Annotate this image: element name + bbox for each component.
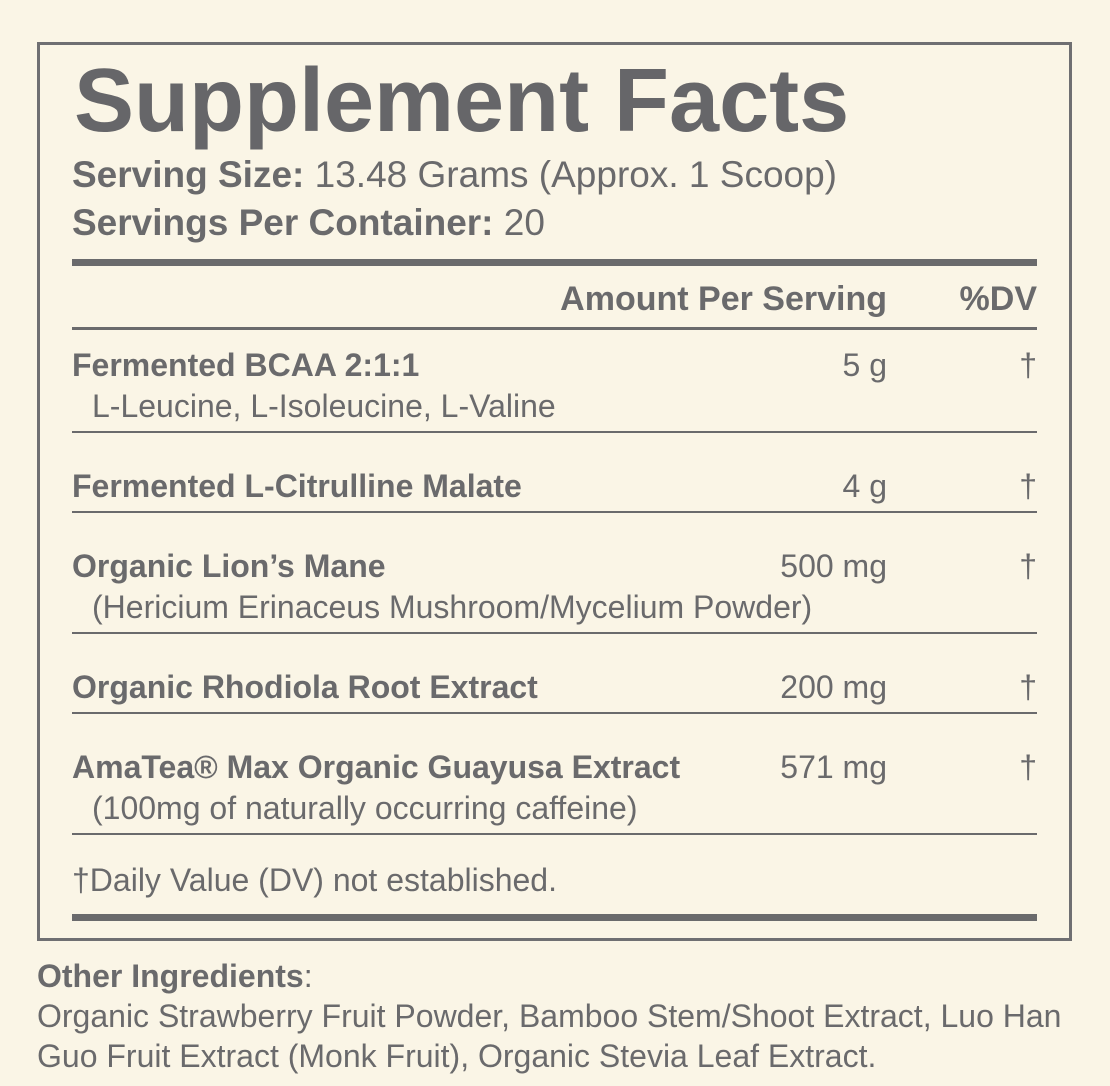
ingredient-name: Fermented L-Citrulline Malate (72, 468, 522, 504)
ingredient-row-lions-mane (72, 513, 1037, 634)
ingredient-amount: 5 g (842, 347, 887, 383)
ingredient-dv: † (1019, 468, 1037, 504)
servings-per-container-label: Servings Per Container: (72, 202, 494, 243)
ingredient-dv: † (1019, 749, 1037, 785)
ingredient-amount: 571 mg (780, 749, 887, 785)
other-ingredients-label: Other Ingredients (37, 958, 304, 994)
ingredient-row-bcaa (72, 330, 1037, 433)
ingredient-amount: 500 mg (780, 548, 887, 584)
ingredient-name: Organic Rhodiola Root Extract (72, 669, 538, 705)
other-ingredients-colon: : (303, 958, 313, 994)
table-header-row (72, 266, 1037, 327)
ingredient-amount: 4 g (842, 468, 887, 504)
ingredient-row-citrulline (72, 433, 1037, 513)
percent-dv-header: %DV (959, 280, 1037, 318)
ingredient-subtext: (Hericium Erinaceus Mushroom/Mycelium Powder) (92, 589, 813, 625)
other-ingredients-section (37, 956, 1087, 1076)
serving-size-label: Serving Size: (72, 154, 305, 195)
ingredient-amount: 200 mg (780, 669, 887, 705)
ingredient-subtext: L-Leucine, L-Isoleucine, L-Valine (92, 388, 556, 424)
ingredient-row-rhodiola (72, 634, 1037, 714)
panel-title: Supplement Facts (74, 51, 850, 151)
other-ingredients-text: Organic Strawberry Fruit Powder, Bamboo Stem/Shoot Extract, Luo Han Guo Fruit Extract (Monk Fruit), Organic Stevia Leaf Extract. (37, 998, 1062, 1074)
servings-per-container-line (72, 199, 1037, 247)
ingredient-dv: † (1019, 548, 1037, 584)
serving-size-value: 13.48 Grams (Approx. 1 Scoop) (314, 154, 837, 195)
other-ingredients-heading (37, 956, 1087, 996)
amount-per-serving-header: Amount Per Serving (560, 280, 887, 318)
ingredient-name: AmaTea® Max Organic Guayusa Extract (72, 749, 681, 785)
divider-heavy-bottom (72, 914, 1037, 921)
ingredient-dv: † (1019, 669, 1037, 705)
daily-value-footnote: †Daily Value (DV) not established. (72, 862, 557, 898)
ingredient-row-amatea (72, 714, 1037, 835)
ingredient-name: Fermented BCAA 2:1:1 (72, 347, 420, 383)
supplement-facts-panel (37, 42, 1072, 941)
ingredient-subtext: (100mg of naturally occurring caffeine) (92, 790, 638, 826)
serving-size-line (72, 151, 1037, 199)
divider-heavy-top (72, 259, 1037, 266)
ingredient-name: Organic Lion’s Mane (72, 548, 386, 584)
table-header-spacer (72, 279, 560, 320)
ingredient-dv: † (1019, 347, 1037, 383)
servings-per-container-value: 20 (503, 202, 545, 243)
